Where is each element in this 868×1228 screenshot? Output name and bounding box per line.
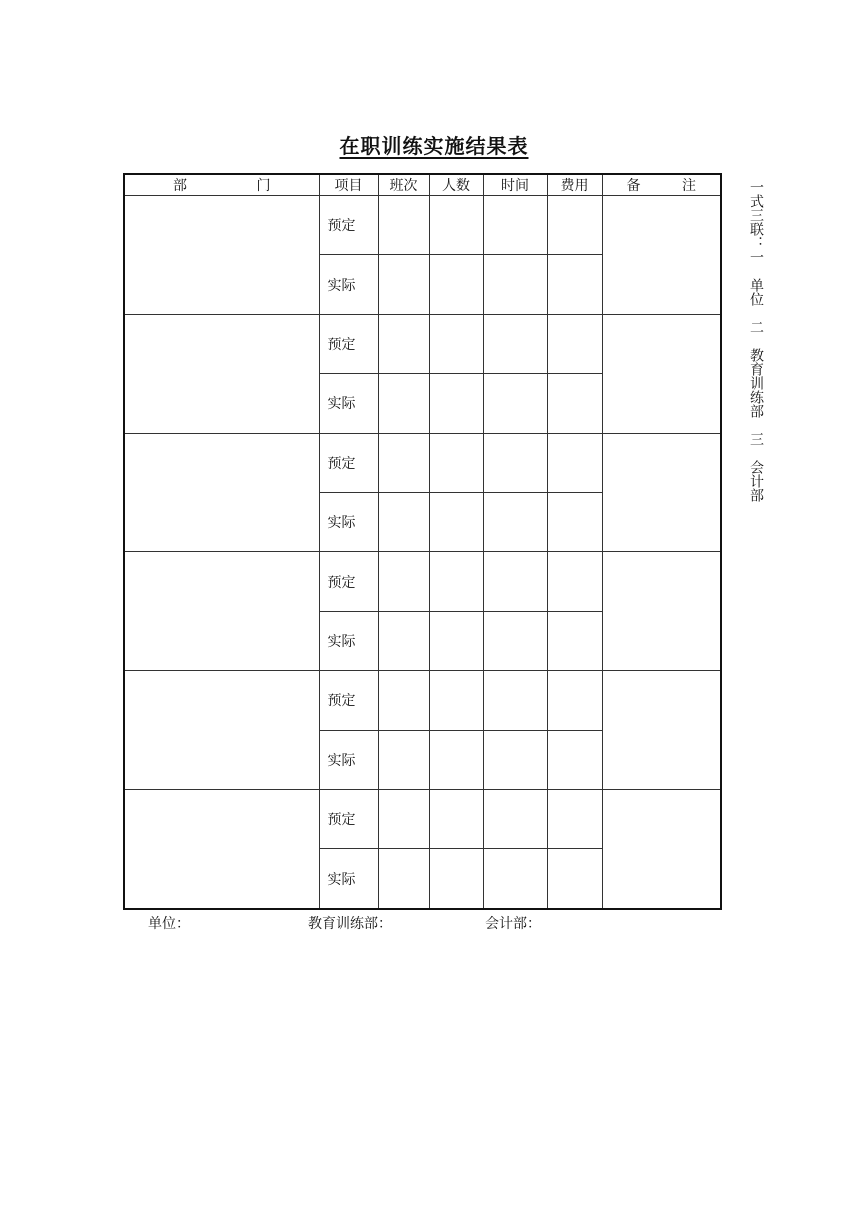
classes-cell[interactable]	[378, 611, 429, 670]
cost-cell[interactable]	[547, 196, 602, 255]
planned-label: 预定	[319, 433, 378, 492]
cost-cell[interactable]	[547, 849, 602, 909]
time-cell[interactable]	[483, 611, 547, 670]
classes-cell[interactable]	[378, 196, 429, 255]
remarks-cell[interactable]	[602, 790, 721, 909]
department-cell[interactable]	[124, 790, 319, 909]
time-cell[interactable]	[483, 433, 547, 492]
header-time: 时间	[483, 174, 547, 196]
people-cell[interactable]	[429, 730, 483, 789]
actual-label: 实际	[319, 730, 378, 789]
classes-cell[interactable]	[378, 849, 429, 909]
people-cell[interactable]	[429, 611, 483, 670]
department-cell[interactable]	[124, 433, 319, 552]
header-people: 人数	[429, 174, 483, 196]
remarks-cell[interactable]	[602, 433, 721, 552]
planned-label: 预定	[319, 196, 378, 255]
cost-cell[interactable]	[547, 433, 602, 492]
classes-cell[interactable]	[378, 671, 429, 730]
department-cell[interactable]	[124, 671, 319, 790]
classes-cell[interactable]	[378, 493, 429, 552]
table-row	[124, 433, 721, 492]
remarks-cell[interactable]	[602, 314, 721, 433]
time-cell[interactable]	[483, 671, 547, 730]
actual-label: 实际	[319, 493, 378, 552]
department-cell[interactable]	[124, 196, 319, 315]
classes-cell[interactable]	[378, 255, 429, 314]
actual-label: 实际	[319, 255, 378, 314]
actual-label: 实际	[319, 849, 378, 909]
footer-unit-label: 单位：	[148, 916, 190, 932]
people-cell[interactable]	[429, 552, 483, 611]
classes-cell[interactable]	[378, 790, 429, 849]
department-cell[interactable]	[124, 314, 319, 433]
header-remarks: 备 注	[602, 174, 721, 196]
form-title-text: 在职训练实施结果表	[339, 134, 529, 158]
table-row	[124, 196, 721, 255]
people-cell[interactable]	[429, 196, 483, 255]
department-cell[interactable]	[124, 552, 319, 671]
people-cell[interactable]	[429, 671, 483, 730]
people-cell[interactable]	[429, 374, 483, 433]
remarks-cell[interactable]	[602, 552, 721, 671]
people-cell[interactable]	[429, 433, 483, 492]
planned-label: 预定	[319, 671, 378, 730]
footer-training-dept-label: 教育训练部：	[308, 916, 392, 932]
table-row	[124, 671, 721, 730]
time-cell[interactable]	[483, 849, 547, 909]
cost-cell[interactable]	[547, 790, 602, 849]
table-row	[124, 314, 721, 373]
time-cell[interactable]	[483, 790, 547, 849]
form-title	[0, 130, 868, 159]
time-cell[interactable]	[483, 552, 547, 611]
table-row	[124, 790, 721, 849]
header-classes: 班次	[378, 174, 429, 196]
people-cell[interactable]	[429, 255, 483, 314]
classes-cell[interactable]	[378, 314, 429, 373]
planned-label: 预定	[319, 552, 378, 611]
time-cell[interactable]	[483, 196, 547, 255]
footer-accounting-label: 会计部：	[485, 916, 541, 932]
time-cell[interactable]	[483, 314, 547, 373]
classes-cell[interactable]	[378, 374, 429, 433]
time-cell[interactable]	[483, 493, 547, 552]
table-row	[124, 552, 721, 611]
cost-cell[interactable]	[547, 374, 602, 433]
actual-label: 实际	[319, 611, 378, 670]
time-cell[interactable]	[483, 255, 547, 314]
planned-label: 预定	[319, 790, 378, 849]
training-result-table	[123, 173, 722, 910]
header-item: 项目	[319, 174, 378, 196]
planned-label: 预定	[319, 314, 378, 373]
classes-cell[interactable]	[378, 730, 429, 789]
classes-cell[interactable]	[378, 433, 429, 492]
cost-cell[interactable]	[547, 314, 602, 373]
header-department: 部 门	[124, 174, 319, 196]
remarks-cell[interactable]	[602, 196, 721, 315]
people-cell[interactable]	[429, 849, 483, 909]
time-cell[interactable]	[483, 730, 547, 789]
cost-cell[interactable]	[547, 730, 602, 789]
time-cell[interactable]	[483, 374, 547, 433]
actual-label: 实际	[319, 374, 378, 433]
cost-cell[interactable]	[547, 255, 602, 314]
cost-cell[interactable]	[547, 552, 602, 611]
cost-cell[interactable]	[547, 671, 602, 730]
people-cell[interactable]	[429, 790, 483, 849]
cost-cell[interactable]	[547, 611, 602, 670]
people-cell[interactable]	[429, 314, 483, 373]
people-cell[interactable]	[429, 493, 483, 552]
header-cost: 费用	[547, 174, 602, 196]
cost-cell[interactable]	[547, 493, 602, 552]
copy-distribution-note: 一式三联：一 单位 二 教育训练部 三 会计部	[748, 180, 764, 502]
remarks-cell[interactable]	[602, 671, 721, 790]
classes-cell[interactable]	[378, 552, 429, 611]
table-header-row	[124, 174, 721, 196]
